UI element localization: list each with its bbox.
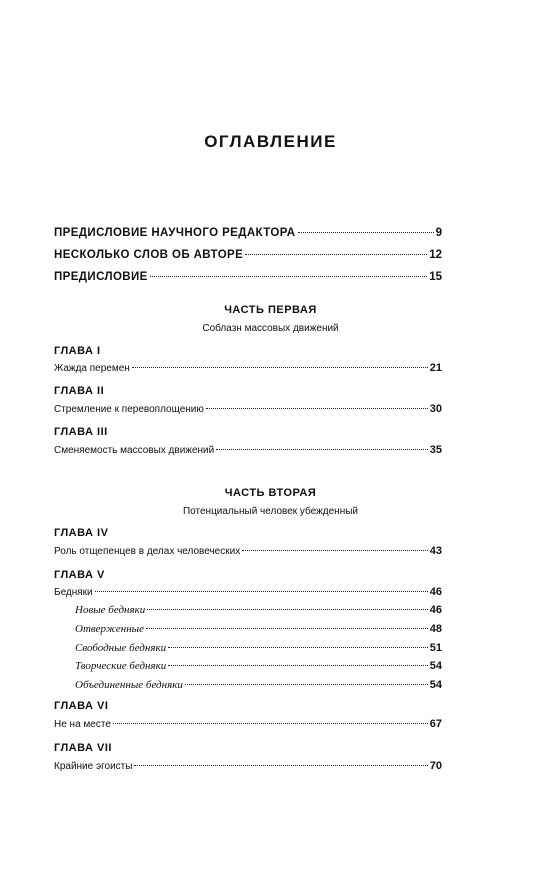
- entry-page: 46: [429, 604, 442, 616]
- entry-page: 15: [429, 271, 442, 283]
- entry-page: 48: [429, 623, 442, 635]
- dot-leader: [146, 628, 428, 629]
- entry-page: 51: [429, 642, 442, 654]
- entry-label: Стремление к перевоплощению: [54, 404, 204, 415]
- entry-label: Жажда перемен: [54, 363, 130, 374]
- entry-label: Крайние эгоисты: [54, 761, 133, 772]
- toc-entry[interactable]: [54, 362, 442, 374]
- toc-title: ОГЛАВЛЕНИЕ: [204, 132, 337, 151]
- toc-entry[interactable]: [54, 444, 442, 456]
- toc-entry[interactable]: [54, 586, 442, 598]
- entry-label: Свободные бедняки: [75, 642, 167, 654]
- entry-page: 43: [429, 545, 442, 557]
- entry-label: Сменяемость массовых движений: [54, 445, 215, 456]
- dot-leader: [134, 765, 427, 766]
- dot-leader: [298, 232, 434, 233]
- entry-label: Бедняки: [54, 587, 93, 598]
- entry-page: 21: [429, 362, 442, 374]
- entry-label: Роль отщепенцев в делах человеческих: [54, 546, 241, 557]
- dot-leader: [242, 550, 428, 551]
- entry-page: 12: [429, 249, 442, 261]
- entry-label: Творческие бедняки: [75, 660, 167, 672]
- entry-label: Объединенные бедняки: [75, 679, 183, 691]
- toc-subentry[interactable]: [75, 660, 442, 672]
- dot-leader: [245, 254, 427, 255]
- entry-page: 9: [435, 227, 442, 239]
- dot-leader: [168, 665, 427, 666]
- chapter-heading: ГЛАВА I: [54, 345, 101, 357]
- toc-entry[interactable]: [54, 545, 442, 557]
- dot-leader: [185, 684, 428, 685]
- entry-label: ПРЕДИСЛОВИЕ: [54, 271, 148, 283]
- toc-entry[interactable]: [54, 718, 442, 730]
- dot-leader: [113, 723, 428, 724]
- entry-label: Не на месте: [54, 719, 111, 730]
- part-subtitle: Потенциальный человек убежденный: [182, 506, 359, 517]
- entry-page: 35: [429, 444, 442, 456]
- dot-leader: [216, 449, 428, 450]
- dot-leader: [150, 276, 427, 277]
- entry-page: 30: [429, 403, 442, 415]
- entry-page: 67: [429, 718, 442, 730]
- entry-page: 70: [429, 760, 442, 772]
- toc-entry[interactable]: [54, 403, 442, 415]
- toc-entry-preface[interactable]: [54, 271, 442, 283]
- entry-label: Новые бедняки: [75, 604, 146, 616]
- toc-entry-editor-preface[interactable]: [54, 227, 442, 239]
- chapter-heading: ГЛАВА VII: [54, 742, 112, 754]
- dot-leader: [206, 408, 428, 409]
- chapter-heading: ГЛАВА II: [54, 385, 105, 397]
- toc-subentry[interactable]: [75, 642, 442, 654]
- chapter-heading: ГЛАВА VI: [54, 700, 109, 712]
- chapter-heading: ГЛАВА IV: [54, 527, 109, 539]
- entry-page: 54: [429, 660, 442, 672]
- dot-leader: [132, 367, 428, 368]
- toc-subentry[interactable]: [75, 623, 442, 635]
- entry-label: Отверженные: [75, 623, 144, 635]
- dot-leader: [168, 647, 428, 648]
- entry-label: ПРЕДИСЛОВИЕ НАУЧНОГО РЕДАКТОРА: [54, 227, 296, 239]
- entry-page: 54: [429, 679, 442, 691]
- toc-entry-about-author[interactable]: [54, 249, 442, 261]
- entry-page: 46: [429, 586, 442, 598]
- chapter-heading: ГЛАВА III: [54, 426, 108, 438]
- dot-leader: [147, 609, 428, 610]
- entry-label: НЕСКОЛЬКО СЛОВ ОБ АВТОРЕ: [54, 249, 244, 261]
- toc-entry[interactable]: [54, 760, 442, 772]
- part-title: ЧАСТЬ ВТОРАЯ: [224, 487, 317, 499]
- chapter-heading: ГЛАВА V: [54, 569, 105, 581]
- part-title: ЧАСТЬ ПЕРВАЯ: [224, 304, 317, 316]
- dot-leader: [95, 591, 428, 592]
- toc-subentry[interactable]: [75, 604, 442, 616]
- part-subtitle: Соблазн массовых движений: [202, 323, 339, 334]
- toc-subentry[interactable]: [75, 679, 442, 691]
